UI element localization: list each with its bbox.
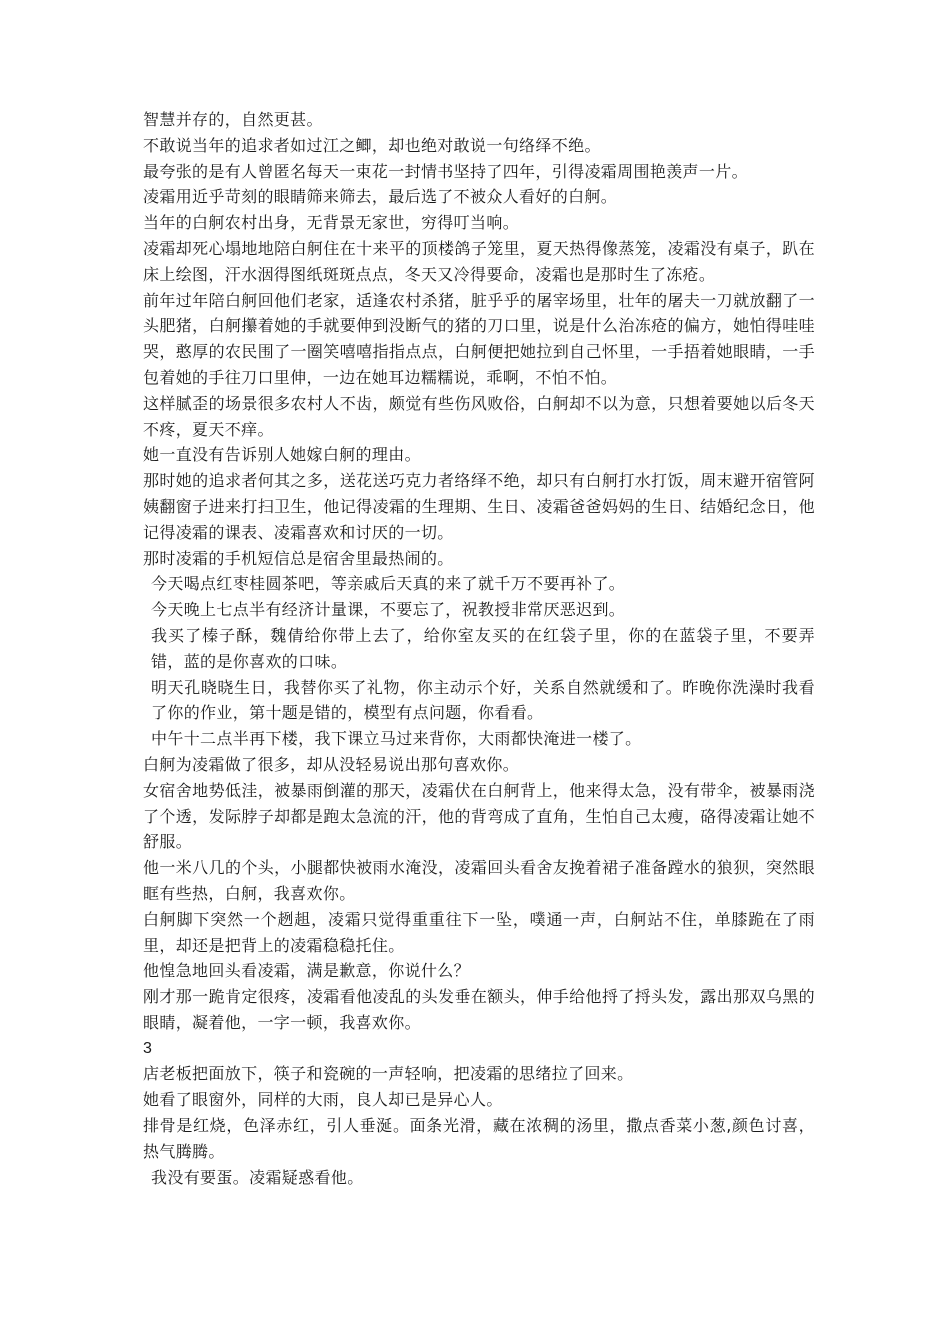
paragraph: 那时凌霜的手机短信总是宿舍里最热闹的。 (143, 548, 454, 568)
text-message: 我买了榛子酥，魏倩给你带上去了，给你室友买的在红袋子里，你的在蓝袋子里，不要弄错，蓝的是你喜欢的口味。 (151, 625, 815, 671)
paragraph: 凌霜却死心塌地地陪白舸住在十来平的顶楼鸽子笼里，夏天热得像蒸笼，凌霜没有桌子，趴在床上绘图，汗水洇得图纸斑斑点点，冬天又冷得要命，凌霜也是那时生了冻疮。 (143, 238, 815, 284)
paragraph: 排骨是红烧，色泽赤红，引人垂涎。面条光滑，藏在浓稠的汤里，撒点香菜小葱,颜色讨喜，热气腾腾。 (143, 1116, 815, 1161)
paragraph: 最夸张的是有人曾匿名每天一束花一封情书坚持了四年，引得凌霜周围艳羡声一片。 (143, 161, 748, 181)
paragraph: 她一直没有告诉别人她嫁白舸的理由。 (143, 445, 421, 465)
paragraph: 这样腻歪的场景很多农村人不齿，颇觉有些伤风败俗，白舸却不以为意，只想着要她以后冬天不疼，夏天不痒。 (143, 393, 815, 439)
paragraph: 前年过年陪白舸回他们老家，适逢农村杀猪，脏乎乎的屠宰场里，壮年的屠夫一刀就放翻了一头肥猪，白舸攥着她的手就要伸到没断气的猪的刀口里，说是什么治冻疮的偏方，她怕得哇哇哭，憨厚的农民围了一圈笑嘻嘻指指点点，白舸便把她拉到自己怀里，一手捂着她眼睛，一手包着她的手往刀口里伸，一边在她耳边糯糯说，乖啊，不怕不怕。 (143, 290, 815, 387)
paragraph: 她看了眼窗外，同样的大雨，良人却已是异心人。 (143, 1090, 503, 1110)
paragraph: 我没有要蛋。凌霜疑惑看他。 (151, 1167, 364, 1187)
paragraph: 凌霜用近乎苛刻的眼睛筛来筛去，最后选了不被众人看好的白舸。 (143, 187, 618, 207)
paragraph: 白舸脚下突然一个趔趄，凌霜只觉得重重往下一坠，噗通一声，白舸站不住，单膝跪在了雨里，却还是把背上的凌霜稳稳托住。 (143, 909, 815, 955)
paragraph: 那时她的追求者何其之多，送花送巧克力者络绎不绝，却只有白舸打水打饭，周末避开宿管阿姨翻窗子进来打扫卫生，他记得凌霜的生理期、生日、凌霜爸爸妈妈的生日、结婚纪念日，他记得凌霜的课表、凌霜喜欢和讨厌的一切。 (143, 471, 815, 542)
text-message: 今天晚上七点半有经济计量课，不要忘了，祝教授非常厌恶迟到。 (151, 600, 626, 620)
paragraph: 刚才那一跪肯定很疼，凌霜看他凌乱的头发垂在额头，伸手给他捋了捋头发，露出那双乌黑的眼睛，凝着他，一字一顿，我喜欢你。 (143, 987, 815, 1032)
paragraph: 店老板把面放下，筷子和瓷碗的一声轻响，把凌霜的思绪拉了回来。 (143, 1064, 634, 1084)
paragraph: 他一米八几的个头，小腿都快被雨水淹没，凌霜回头看舍友挽着裙子准备蹚水的狼狈，突然眼眶有些热，白舸，我喜欢你。 (143, 858, 815, 903)
paragraph: 智慧并存的，自然更甚。 (143, 110, 323, 129)
paragraph: 白舸为凌霜做了很多，却从没轻易说出那句喜欢你。 (143, 754, 520, 774)
paragraph: 不敢说当年的追求者如过江之鲫，却也绝对敢说一句络绎不绝。 (143, 135, 601, 155)
text-message: 明天孔晓晓生日，我替你买了礼物，你主动示个好，关系自然就缓和了。昨晚你洗澡时我看了你的作业，第十题是错的，模型有点问题，你看看。 (151, 677, 815, 723)
paragraph: 女宿舍地势低洼，被暴雨倒灌的那天，凌霜伏在白舸背上，他来得太急，没有带伞，被暴雨浇了个透，发际脖子却都是跑太急流的汗，他的背弯成了直角，生怕自己太瘦，硌得凌霜让她不舒服。 (143, 780, 815, 852)
text-message: 中午十二点半再下楼，我下课立马过来背你，大雨都快淹进一楼了。 (151, 729, 642, 749)
section-number: 3 (143, 1039, 153, 1057)
paragraph: 他惶急地回头看凌霜，满是歉意，你说什么？ (143, 961, 471, 981)
document-body (143, 107, 815, 1190)
paragraph: 当年的白舸农村出身，无背景无家世，穷得叮当响。 (143, 213, 520, 233)
text-message: 今天喝点红枣桂圆茶吧，等亲戚后天真的来了就千万不要再补了。 (151, 574, 626, 594)
